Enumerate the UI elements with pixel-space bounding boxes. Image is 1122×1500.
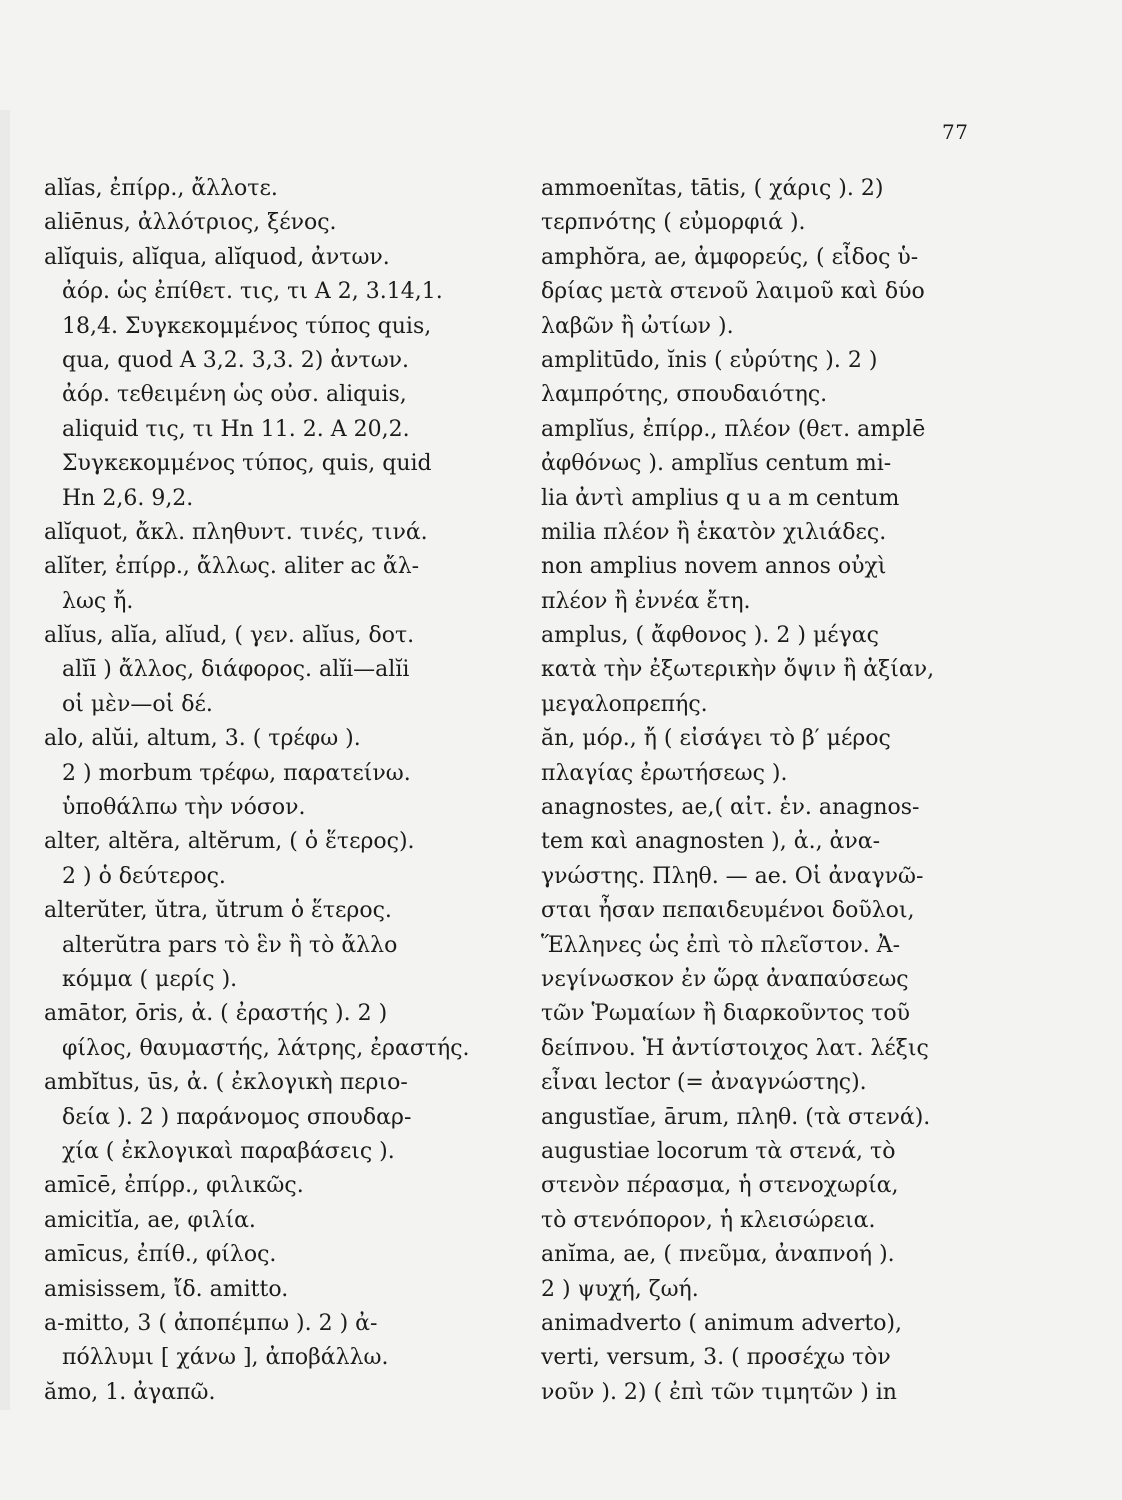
right-column: [541, 172, 971, 1410]
dictionary-line: alĭī ) ἄλλος, διάφορος. alĭi—alĭi: [62, 657, 410, 683]
dictionary-line: anagnostes, ae,( αἰτ. ἑν. anagnos-: [541, 795, 920, 821]
dictionary-line: aliquid τις, τι Hn 11. 2. A 20,2.: [62, 416, 410, 442]
dictionary-line: milia πλέον ἢ ἑκατὸν χιλιάδες.: [541, 519, 887, 545]
dictionary-line: οἱ μὲν—οἱ δέ.: [62, 691, 213, 717]
dictionary-line: ἀόρ. τεθειμένη ὡς οὐσ. aliquis,: [62, 382, 407, 408]
dictionary-line: amīcē, ἐπίρρ., φιλικῶς.: [44, 1173, 304, 1199]
dictionary-line: aliēnus, ἀλλότριος, ξένος.: [44, 210, 337, 236]
dictionary-line: amisissem, ἴδ. amitto.: [44, 1276, 289, 1302]
dictionary-line: qua, quod A 3,2. 3,3. 2) ἀντων.: [62, 347, 410, 373]
dictionary-line: amīcus, ἐπίθ., φίλος.: [44, 1242, 277, 1268]
dictionary-line: amplitūdo, ĭnis ( εὐρύτης ). 2 ): [541, 347, 878, 373]
dictionary-line: ammoenĭtas, tātis, ( χάρις ). 2): [541, 176, 884, 201]
dictionary-line: φίλος, θαυμαστής, λάτρης, ἐραστής.: [62, 1035, 470, 1061]
dictionary-line: lia ἀντὶ amplius q u a m centum: [541, 485, 900, 511]
dictionary-line: πλαγίας ἐρωτήσεως ).: [541, 760, 788, 786]
dictionary-line: 2 ) ὁ δεύτερος.: [62, 863, 226, 889]
dictionary-line: τῶν Ῥωμαίων ἢ διαρκοῦντος τοῦ: [541, 1001, 910, 1027]
dictionary-line: ἀόρ. ὡς ἐπίθετ. τις, τι A 2, 3.14,1.: [62, 279, 443, 305]
dictionary-line: amplus, ( ἄφθονος ). 2 ) μέγας: [541, 623, 879, 649]
dictionary-line: πόλλυμι [ χάνω ], ἀποβάλλω.: [62, 1345, 389, 1371]
dictionary-line: σται ἦσαν πεπαιδευμένοι δοῦλοι,: [541, 898, 915, 924]
dictionary-line: δείπνου. Ἡ ἀντίστοιχος λατ. λέξις: [541, 1035, 929, 1061]
dictionary-line: alĭquis, alĭqua, alĭquod, ἀντων.: [44, 244, 390, 270]
page-number: 77: [942, 120, 969, 144]
dictionary-line: στενὸν πέρασμα, ἡ στενοχωρία,: [541, 1173, 899, 1199]
dictionary-line: τερπνότης ( εὐμορφιά ).: [541, 210, 806, 236]
dictionary-line: τὸ στενόπορον, ἡ κλεισώρεια.: [541, 1207, 876, 1233]
dictionary-line: λαμπρότης, σπουδαιότης.: [541, 382, 828, 408]
dictionary-line: κατὰ τὴν ἐξωτερικὴν ὄψιν ἢ ἀξίαν,: [541, 657, 935, 683]
dictionary-line: κόμμα ( μερίς ).: [62, 966, 238, 992]
dictionary-line: λως ἤ.: [62, 588, 134, 614]
dictionary-line: alterŭter, ŭtra, ŭtrum ὁ ἕτερος.: [44, 898, 392, 924]
dictionary-line: verti, versum, 3. ( προσέχω τὸν: [541, 1345, 891, 1371]
bleed-through-left: [0, 110, 10, 1410]
dictionary-line: Ἕλληνες ὡς ἐπὶ τὸ πλεῖστον. Ἀ-: [541, 932, 901, 958]
dictionary-line: tem καὶ anagnosten ), ἀ., ἀνα-: [541, 829, 881, 855]
dictionary-line: χία ( ἐκλογικαὶ παραβάσεις ).: [62, 1138, 395, 1164]
dictionary-line: πλέον ἢ ἐννέα ἔτη.: [541, 588, 751, 614]
dictionary-line: amphŏra, ae, ἀμφορεύς, ( εἶδος ὑ-: [541, 244, 919, 270]
dictionary-line: μεγαλοπρεπής.: [541, 691, 708, 717]
dictionary-line: 2 ) ψυχή, ζωή.: [541, 1276, 699, 1302]
dictionary-line: alter, altĕra, altĕrum, ( ὁ ἕτερος).: [44, 829, 415, 855]
dictionary-line: alĭas, ἐπίρρ., ἄλλοτε.: [44, 176, 278, 201]
dictionary-line: amplĭus, ἐπίρρ., πλέον (θετ. amplē: [541, 416, 926, 442]
dictionary-line: anĭma, ae, ( πνεῦμα, ἀναπνοή ).: [541, 1242, 895, 1268]
dictionary-line: alĭquot, ἄκλ. πληθυντ. τινές, τινά.: [44, 519, 428, 545]
dictionary-line: ăn, μόρ., ἤ ( εἰσάγει τὸ β′ μέρος: [541, 726, 891, 752]
dictionary-line: δεία ). 2 ) παράνομος σπουδαρ-: [62, 1104, 412, 1130]
dictionary-line: alo, alŭi, altum, 3. ( τρέφω ).: [44, 726, 361, 752]
dictionary-line: ambĭtus, ūs, ἀ. ( ἐκλογικὴ περιο-: [44, 1070, 408, 1096]
dictionary-line: ὑποθάλπω τὴν νόσον.: [62, 795, 306, 821]
dictionary-line: ămo, 1. ἀγαπῶ.: [44, 1379, 216, 1405]
dictionary-line: ἀφθόνως ). amplĭus centum mi-: [541, 451, 892, 477]
dictionary-line: alĭus, alĭa, alĭud, ( γεν. alĭus, δοτ.: [44, 623, 415, 649]
dictionary-line: angustĭae, ārum, πληθ. (τὰ στενά).: [541, 1104, 931, 1130]
dictionary-line: λαβῶν ἢ ὠτίων ).: [541, 313, 734, 339]
dictionary-line: animadverto ( animum adverto),: [541, 1310, 903, 1336]
dictionary-line: a-mitto, 3 ( ἀποπέμπω ). 2 ) ἀ-: [44, 1310, 378, 1336]
dictionary-line: alĭter, ἐπίρρ., ἄλλως. aliter ac ἄλ-: [44, 554, 420, 580]
dictionary-line: augustiae locorum τὰ στενά, τὸ: [541, 1138, 896, 1164]
dictionary-line: alterŭtra pars τὸ ἓν ἢ τὸ ἄλλο: [62, 932, 398, 958]
dictionary-line: 2 ) morbum τρέφω, παρατείνω.: [62, 760, 411, 786]
left-column: [44, 172, 512, 1410]
dictionary-line: νεγίνωσκον ἐν ὥρᾳ ἀναπαύσεως: [541, 966, 909, 992]
dictionary-line: 18,4. Συγκεκομμένος τύπος quis,: [62, 313, 432, 339]
dictionary-line: Συγκεκομμένος τύπος, quis, quid: [62, 451, 432, 477]
dictionary-line: δρίας μετὰ στενοῦ λαιμοῦ καὶ δύο: [541, 279, 925, 305]
dictionary-line: amātor, ōris, ἀ. ( ἐραστής ). 2 ): [44, 1001, 388, 1027]
dictionary-line: νοῦν ). 2) ( ἐπὶ τῶν τιμητῶν ) in: [541, 1379, 897, 1405]
dictionary-line: amicitĭa, ae, φιλία.: [44, 1207, 256, 1233]
dictionary-line: non amplius novem annos οὐχὶ: [541, 554, 887, 580]
dictionary-line: Hn 2,6. 9,2.: [62, 485, 194, 511]
dictionary-line: εἶναι lector (= ἀναγνώστης).: [541, 1070, 867, 1096]
dictionary-line: γνώστης. Πληθ. — ae. Οἱ ἀναγνῶ-: [541, 863, 924, 889]
